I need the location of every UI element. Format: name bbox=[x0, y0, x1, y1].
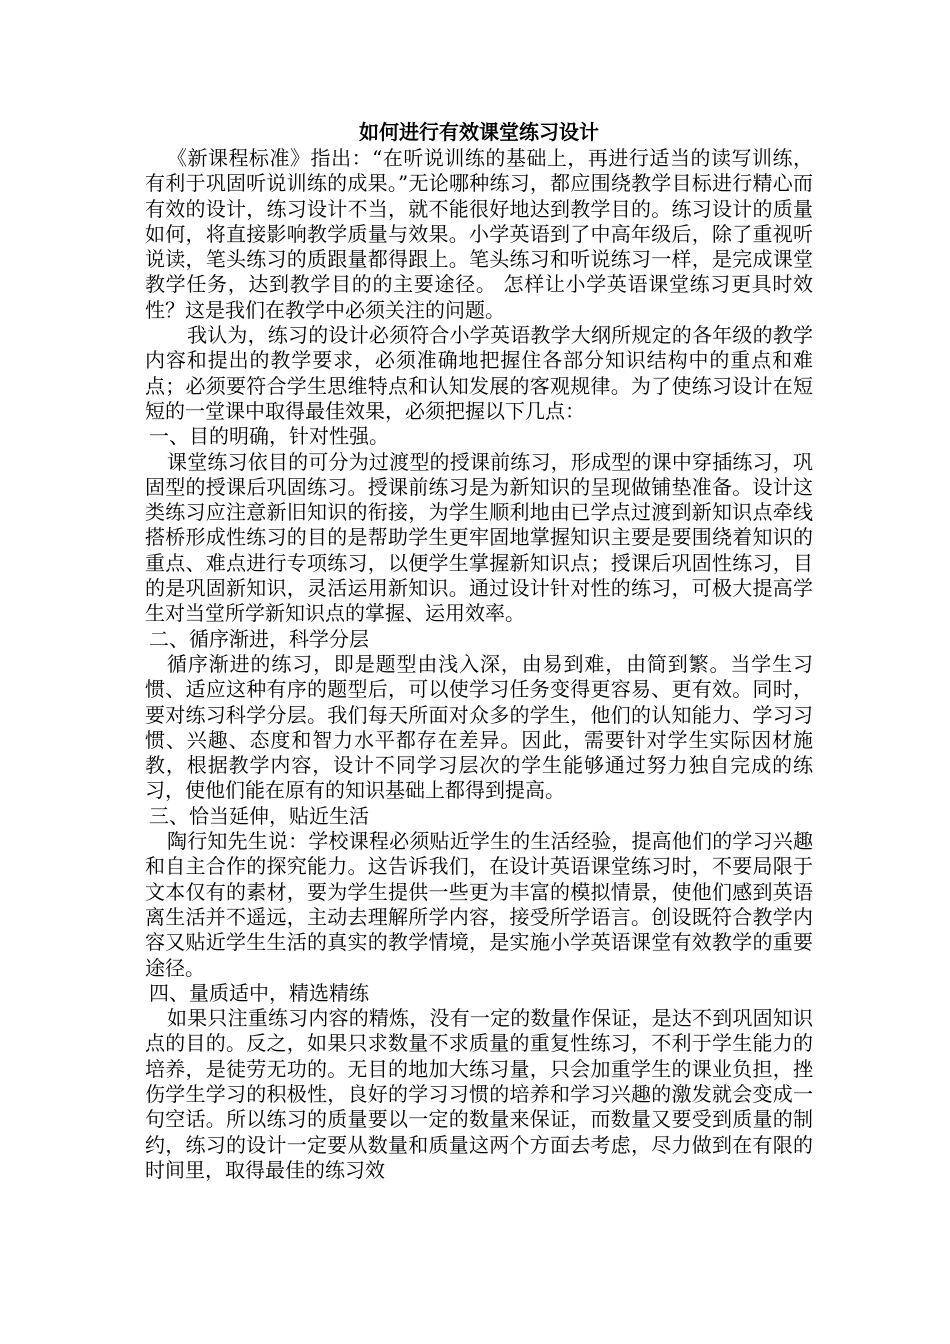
paragraph-intro: 《新课程标准》指出：“在听说训练的基础上，再进行适当的读写训练，有利于巩固听说训练的成果。”无论哪种练习，都应围绕教学目标进行精心而有效的设计，练习设计不当，就不能很好地达到教学目的。练习设计的质量如何，将直接影响教学质量与效果。小学英语到了中高年级后，除了重视听说读，笔头练习的质跟量都得跟上。笔头练习和听说练习一样，是完成课堂教学任务，达到教学目的的主要途径。 怎样让小学英语课堂练习更具时效性？这是我们在教学中必须关注的问题。 bbox=[145, 146, 813, 322]
paragraph-section-2: 循序渐进的练习，即是题型由浅入深，由易到难，由简到繁。当学生习惯、适应这种有序的题型后，可以使学习任务变得更容易、更有效。同时，要对练习科学分层。我们每天所面对众多的学生，他们的认知能力、学习习惯、兴趣、态度和智力水平都存在差异。因此，需要针对学生实际因材施教，根据教学内容，设计不同学习层次的学生能够通过努力独自完成的练习，使他们能在原有的知识基础上都得到提高。 bbox=[145, 651, 813, 803]
section-heading-2: 二、循序渐进，科学分层 bbox=[149, 626, 369, 651]
paragraph-section-1: 课堂练习依目的可分为过渡型的授课前练习，形成型的课中穿插练习，巩固型的授课后巩固练习。授课前练习是为新知识的呈现做铺垫准备。设计这类练习应注意新旧知识的衔接，为学生顺利地由已学点过渡到新知识点牵线搭桥形成性练习的目的是帮助学生更牢固地掌握知识主要是要围绕着知识的重点、难点进行专项练习，以便学生掌握新知识点；授课后巩固性练习，目的是巩固新知识，灵活运用新知识。通过设计针对性的练习，可极大提高学生对当堂所学新知识点的掌握、运用效率。 bbox=[145, 449, 813, 626]
section-heading-3: 三、恰当延伸，贴近生活 bbox=[149, 803, 369, 828]
section-heading-1: 一、目的明确，针对性强。 bbox=[149, 424, 389, 449]
document-title: 如何进行有效课堂练习设计 bbox=[359, 120, 599, 144]
paragraph-section-3: 陶行知先生说：学校课程必须贴近学生的生活经验，提高他们的学习兴趣和自主合作的探究能力。这告诉我们，在设计英语课堂练习时，不要局限于文本仅有的素材，要为学生提供一些更为丰富的模拟情景，使他们感到英语离生活并不遥远，主动去理解所学内容，接受所学语言。创设既符合教学内容又贴近学生生活的真实的教学情境，是实施小学英语课堂有效教学的重要途径。 bbox=[145, 829, 813, 980]
paragraph-section-4: 如果只注重练习内容的精炼，没有一定的数量作保证，是达不到巩固知识点的目的。反之，如果只求数量不求质量的重复性练习，不利于学生能力的培养，是徒劳无功的。无目的地加大练习量，只会加重学生的课业负担，挫伤学生学习的积极性，良好的学习习惯的培养和学习兴趣的激发就会变成一句空话。所以练习的质量要以一定的数量来保证，而数量又要受到质量的制约，练习的设计一定要从数量和质量这两个方面去考虑，尽力做到在有限的时间里，取得最佳的练习效 bbox=[145, 1006, 813, 1182]
paragraph-principles: 我认为，练习的设计必须符合小学英语教学大纲所规定的各年级的教学内容和提出的教学要求，必须准确地把握住各部分知识结构中的重点和难点；必须要符合学生思维特点和认知发展的客观规律。为了使练习设计在短短的一堂课中取得最佳效果，必须把握以下几点： bbox=[145, 323, 813, 423]
section-heading-4: 四、量质适中，精选精练 bbox=[149, 980, 369, 1005]
document-page bbox=[145, 118, 813, 1183]
